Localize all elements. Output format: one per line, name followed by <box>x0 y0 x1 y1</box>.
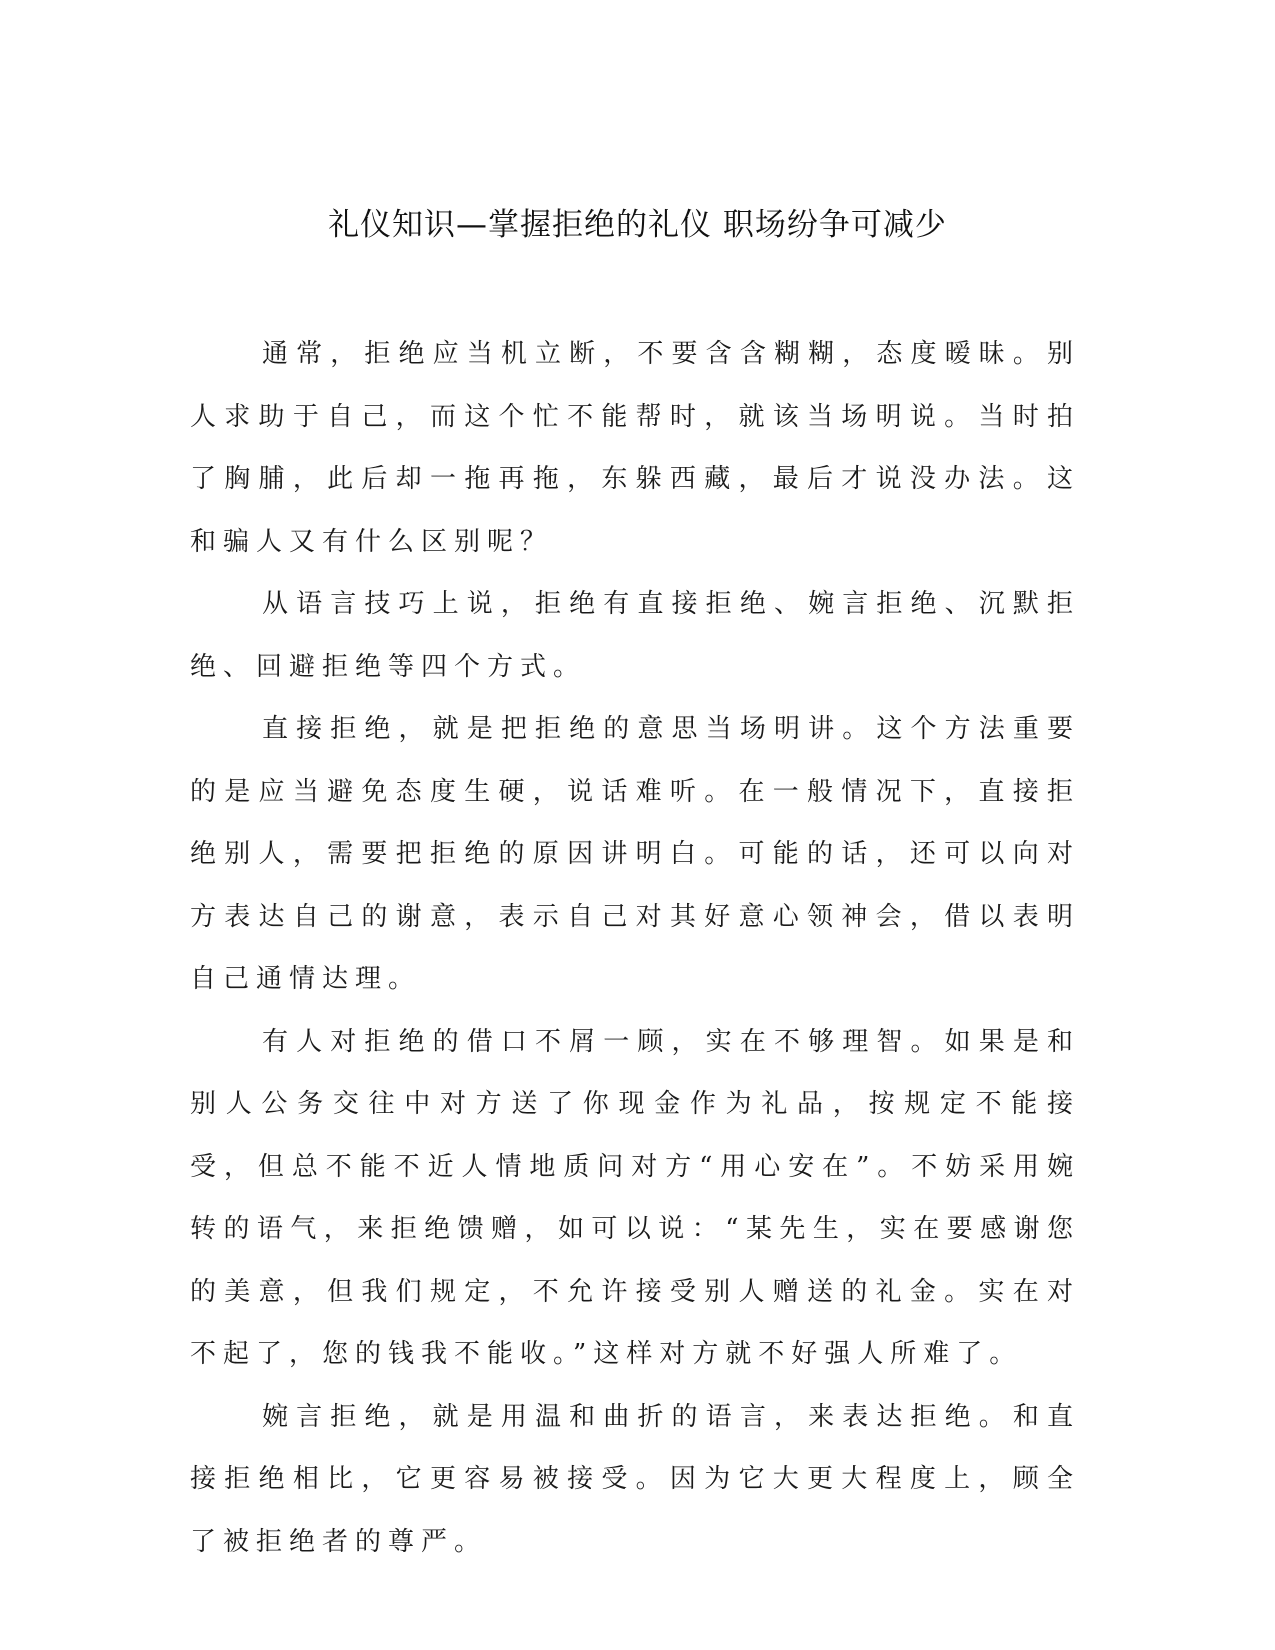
paragraph-1: 通常，拒绝应当机立断，不要含含糊糊，态度暧昧。别人求助于自己，而这个忙不能帮时，就该当场明说。当时拍了胸脯，此后却一拖再拖，东躲西藏，最后才说没办法。这和骗人又有什么区别呢？ <box>190 339 1080 557</box>
paragraph-5: 婉言拒绝，就是用温和曲折的语言，来表达拒绝。和直接拒绝相比，它更容易被接受。因为它大更大程度上，顾全了被拒绝者的尊严。 <box>190 1401 1080 1557</box>
document-body <box>190 323 1080 1573</box>
paragraph-3: 直接拒绝，就是把拒绝的意思当场明讲。这个方法重要的是应当避免态度生硬，说话难听。在一般情况下，直接拒绝别人，需要把拒绝的原因讲明白。可能的话，还可以向对方表达自己的谢意，表示自己对其好意心领神会，借以表明自己通情达理。 <box>190 714 1080 994</box>
paragraph-4: 有人对拒绝的借口不屑一顾，实在不够理智。如果是和别人公务交往中对方送了你现金作为礼品，按规定不能接受，但总不能不近人情地质问对方“用心安在”。不妨采用婉转的语气，来拒绝馈赠，如可以说：“某先生，实在要感谢您的美意，但我们规定，不允许接受别人赠送的礼金。实在对不起了，您的钱我不能收。”这样对方就不好强人所难了。 <box>190 1026 1080 1369</box>
paragraph-2: 从语言技巧上说，拒绝有直接拒绝、婉言拒绝、沉默拒绝、回避拒绝等四个方式。 <box>190 589 1080 682</box>
document-title: 礼仪知识—掌握拒绝的礼仪 职场纷争可减少 <box>328 207 947 243</box>
